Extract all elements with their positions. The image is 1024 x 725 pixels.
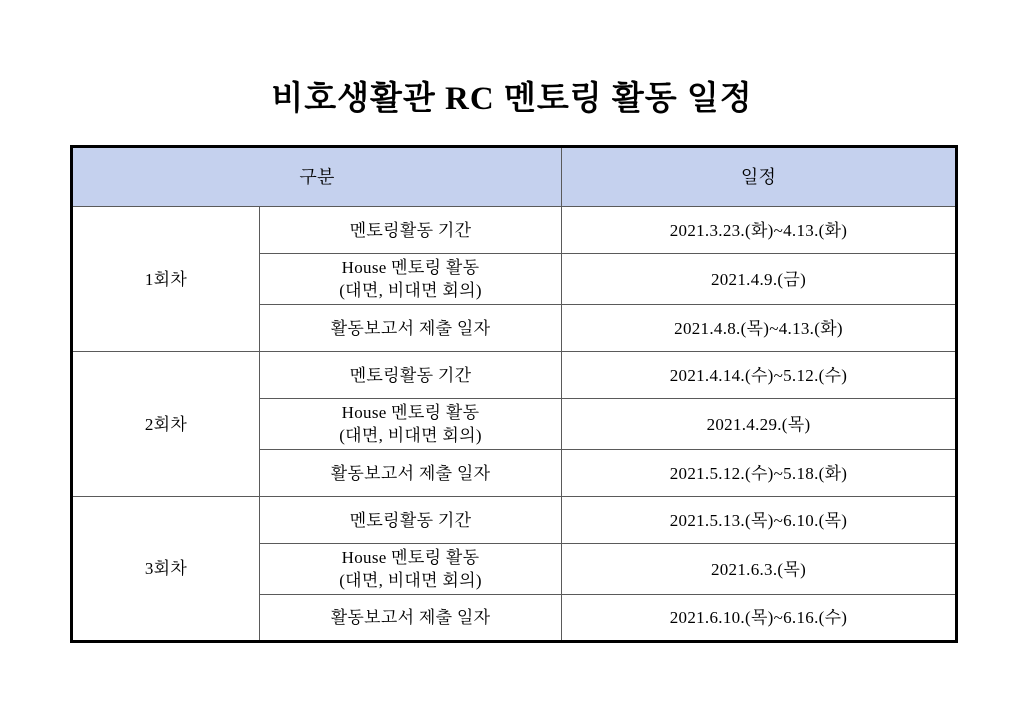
schedule-cell: 2021.4.29.(목) [562,399,957,450]
activity-cell [260,497,562,544]
schedule-cell: 2021.4.9.(금) [562,254,957,305]
schedule-cell: 2021.4.8.(목)~4.13.(화) [562,305,957,352]
header-cell-schedule: 일정 [562,147,957,207]
activity-cell [260,207,562,254]
activity-cell [260,305,562,352]
activity-cell [260,544,562,595]
activity-label: House 멘토링 활동 [341,403,480,422]
activity-cell [260,352,562,399]
schedule-cell: 2021.5.13.(목)~6.10.(목) [562,497,957,544]
activity-label: 활동보고서 제출 일자 [330,318,491,338]
schedule-cell: 2021.4.14.(수)~5.12.(수) [562,352,957,399]
schedule-table [70,145,958,643]
activity-cell [260,595,562,642]
round-cell: 1회차 [72,207,260,352]
activity-sublabel: (대면, 비대면 회의) [339,281,482,300]
round-cell: 3회차 [72,497,260,642]
schedule-cell: 2021.3.23.(화)~4.13.(화) [562,207,957,254]
activity-label: 멘토링활동 기간 [349,220,472,240]
activity-cell [260,450,562,497]
activity-label: 멘토링활동 기간 [349,365,472,385]
activity-sublabel: (대면, 비대면 회의) [339,426,482,445]
schedule-cell: 2021.6.10.(목)~6.16.(수) [562,595,957,642]
table-row [72,497,957,544]
table-row [72,207,957,254]
activity-cell [260,399,562,450]
activity-sublabel: (대면, 비대면 회의) [339,571,482,590]
activity-label: House 멘토링 활동 [341,548,480,567]
activity-label: 멘토링활동 기간 [349,510,472,530]
schedule-cell: 2021.5.12.(수)~5.18.(화) [562,450,957,497]
activity-label: House 멘토링 활동 [341,258,480,277]
table-header-row [72,147,957,207]
activity-cell [260,254,562,305]
table-row [72,352,957,399]
round-cell: 2회차 [72,352,260,497]
schedule-cell: 2021.6.3.(목) [562,544,957,595]
page-title: 비호생활관 RC 멘토링 활동 일정 [271,81,753,117]
activity-label: 활동보고서 제출 일자 [330,608,491,627]
header-cell-category: 구분 [72,147,562,207]
activity-label: 활동보고서 제출 일자 [330,463,491,483]
